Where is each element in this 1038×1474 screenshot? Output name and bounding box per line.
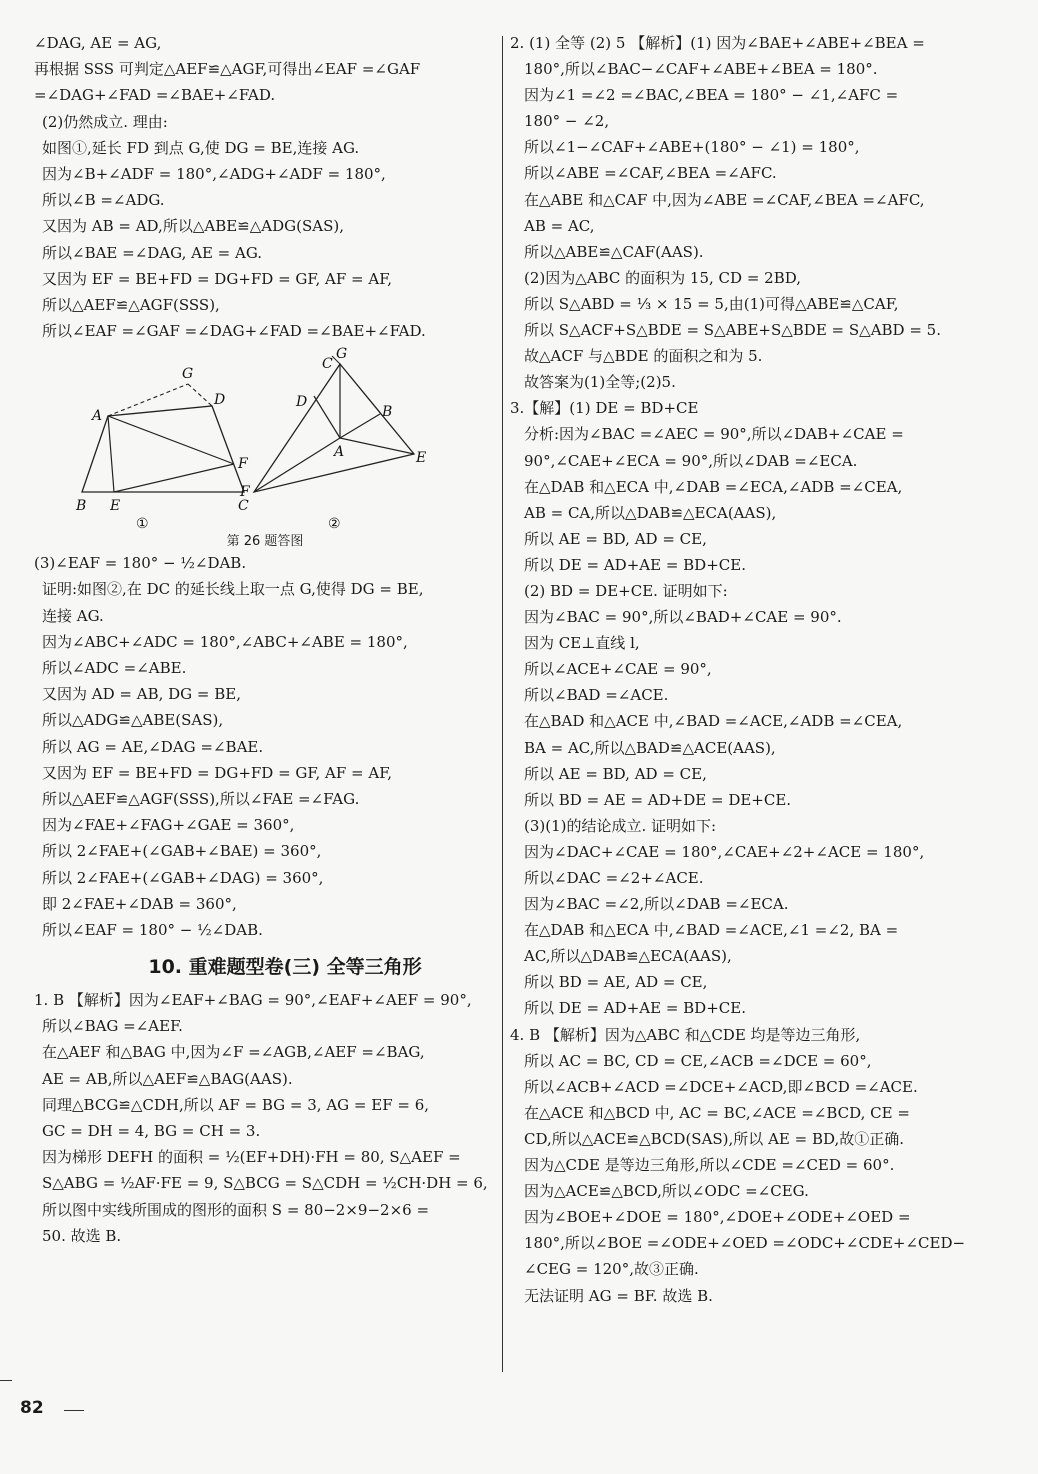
- text-line: 同理△BCG≌△CDH,所以 AF = BG = 3, AG = EF = 6,: [42, 1095, 430, 1114]
- fig1-label-f: F: [238, 456, 248, 473]
- fig2-label-g: G: [336, 346, 348, 363]
- text-line: 又因为 AD = AB, DG = BE,: [42, 685, 241, 704]
- text-line: 再根据 SSS 可判定△AEF≌△AGF,可得出∠EAF =∠GAF: [34, 60, 421, 79]
- text-line: 因为∠BOE+∠DOE = 180°,∠DOE+∠ODE+∠OED =: [524, 1208, 911, 1227]
- text-line: 所以∠ACB+∠ACD =∠DCE+∠ACD,即∠BCD =∠ACE.: [524, 1077, 918, 1096]
- text-line: 所以∠BAD =∠ACE.: [524, 686, 669, 705]
- figure-26: [34, 344, 496, 550]
- text-line: AB = AC,: [524, 216, 595, 235]
- text-line: 因为∠BAC =∠2,所以∠DAB =∠ECA.: [524, 895, 789, 914]
- text-line: 如图①,延长 FD 到点 G,使 DG = BE,连接 AG.: [42, 138, 360, 157]
- text-line: 180°,所以∠BAC−∠CAF+∠ABE+∠BEA = 180°.: [524, 60, 878, 79]
- text-line: 所以∠BAE =∠DAG, AE = AG.: [42, 243, 263, 262]
- fig1-number: ①: [136, 516, 149, 533]
- text-line: 在△ACE 和△BCD 中, AC = BC,∠ACE =∠BCD, CE =: [524, 1103, 910, 1122]
- text-line: (2)因为△ABC 的面积为 15, CD = 2BD,: [524, 268, 801, 287]
- text-line: 所以△AEF≌△AGF(SSS),: [42, 295, 220, 314]
- right-column-text: [510, 30, 1010, 1309]
- text-line: 所以 DE = AD+AE = BD+CE.: [524, 555, 746, 574]
- text-line: 在△DAB 和△ECA 中,∠BAD =∠ACE,∠1 =∠2, BA =: [524, 921, 899, 940]
- text-line: (2)仍然成立. 理由:: [42, 112, 168, 131]
- text-line: 所以∠DAC =∠2+∠ACE.: [524, 869, 704, 887]
- text-line: 又因为 AB = AD,所以△ABE≌△ADG(SAS),: [42, 217, 344, 236]
- fig1-label-d: D: [214, 392, 226, 409]
- figure-26-diagrams: [64, 344, 464, 534]
- fig2-number: ②: [328, 516, 341, 533]
- text-line: 所以 2∠FAE+(∠GAB+∠DAG) = 360°,: [42, 868, 324, 887]
- text-line: 所以 2∠FAE+(∠GAB+∠BAE) = 360°,: [42, 842, 322, 861]
- fig2-label-c: C: [322, 356, 333, 373]
- text-line: 所以△AEF≌△AGF(SSS),所以∠FAE =∠FAG.: [42, 789, 360, 808]
- text-line: 3.【解】(1) DE = BD+CE: [510, 399, 699, 418]
- figure-caption: 第 26 题答图: [226, 534, 304, 550]
- text-line: 因为∠DAC+∠CAE = 180°,∠CAE+∠2+∠ACE = 180°,: [524, 842, 925, 861]
- fig2-label-b: B: [382, 404, 393, 421]
- text-line: 所以∠BAG =∠AEF.: [42, 1017, 183, 1036]
- figure-2: [239, 346, 426, 532]
- text-line: 所以 AC = BC, CD = CE,∠ACB =∠DCE = 60°,: [524, 1051, 872, 1070]
- text-line: CD,所以△ACE≌△BCD(SAS),所以 AE = BD,故①正确.: [524, 1129, 905, 1148]
- text-line: 1. B 【解析】因为∠EAF+∠BAG = 90°,∠EAF+∠AEF = 90°,: [34, 991, 472, 1010]
- text-line: 所以∠1−∠CAF+∠ABE+(180° − ∠1) = 180°,: [524, 138, 860, 157]
- fig1-label-b: B: [76, 498, 87, 515]
- text-line: 因为∠1 =∠2 =∠BAC,∠BEA = 180° − ∠1,∠AFC =: [524, 86, 899, 105]
- page-number-rule: [64, 1410, 84, 1411]
- right-column: [510, 30, 1010, 1309]
- text-line: (3)∠EAF = 180° − ½∠DAB.: [34, 554, 247, 573]
- text-line: 证明:如图②,在 DC 的延长线上取一点 G,使得 DG = BE,: [42, 580, 424, 599]
- text-line: 所以 DE = AD+AE = BD+CE.: [524, 999, 746, 1018]
- text-line: 所以△ABE≌△CAF(AAS).: [524, 242, 704, 261]
- text-line: 在△BAD 和△ACE 中,∠BAD =∠ACE,∠ADB =∠CEA,: [524, 712, 903, 731]
- fig1-label-c: C: [238, 498, 249, 515]
- text-line: 因为∠B+∠ADF = 180°,∠ADG+∠ADF = 180°,: [42, 164, 386, 183]
- text-line: 所以 BD = AE, AD = CE,: [524, 973, 708, 992]
- text-line: 所以图中实线所围成的图形的面积 S = 80−2×9−2×6 =: [42, 1200, 430, 1219]
- figure-1: [75, 366, 249, 532]
- text-line: 在△ABE 和△CAF 中,因为∠ABE =∠CAF,∠BEA =∠AFC,: [524, 190, 925, 209]
- text-line: 又因为 EF = BE+FD = DG+FD = GF, AF = AF,: [42, 763, 393, 782]
- text-line: 所以△ADG≌△ABE(SAS),: [42, 711, 224, 730]
- text-line: 所以 BD = AE = AD+DE = DE+CE.: [524, 790, 792, 809]
- text-line: 180° − ∠2,: [524, 112, 610, 131]
- text-line: 所以∠ACE+∠CAE = 90°,: [524, 660, 712, 679]
- section-title: 10. 重难题型卷(三) 全等三角形: [148, 956, 422, 979]
- text-line: 所以∠ABE =∠CAF,∠BEA =∠AFC.: [524, 164, 777, 183]
- fig1-label-e: E: [110, 498, 121, 515]
- text-line: 所以 AE = BD, AD = CE,: [524, 764, 707, 783]
- page-number: 82: [20, 1398, 44, 1418]
- text-line: 因为∠ABC+∠ADC = 180°,∠ABC+∠ABE = 180°,: [42, 632, 408, 651]
- text-line: 所以 AG = AE,∠DAG =∠BAE.: [42, 737, 264, 756]
- text-line: 2. (1) 全等 (2) 5 【解析】(1) 因为∠BAE+∠ABE+∠BEA =: [510, 34, 925, 52]
- fig2-label-f: F: [240, 484, 250, 501]
- text-line: ∠DAG, AE = AG,: [34, 34, 162, 52]
- text-line: 无法证明 AG = BF. 故选 B.: [524, 1286, 713, 1305]
- text-line: 在△AEF 和△BAG 中,因为∠F =∠AGB,∠AEF =∠BAG,: [42, 1043, 425, 1062]
- text-line: 在△DAB 和△ECA 中,∠DAB =∠ECA,∠ADB =∠CEA,: [524, 477, 903, 496]
- text-line: 所以∠EAF =∠GAF =∠DAG+∠FAD =∠BAE+∠FAD.: [42, 322, 426, 341]
- text-line: 故答案为(1)全等;(2)5.: [524, 373, 676, 392]
- text-line: 所以 S△ABD = ⅓ × 15 = 5,由(1)可得△ABE≌△CAF,: [524, 294, 899, 313]
- fig2-label-e: E: [416, 450, 427, 467]
- text-line: 因为△CDE 是等边三角形,所以∠CDE =∠CED = 60°.: [524, 1156, 895, 1175]
- text-line: 90°,∠CAE+∠ECA = 90°,所以∠DAB =∠ECA.: [524, 451, 858, 470]
- text-line: 因为梯形 DEFH 的面积 = ½(EF+DH)·FH = 80, S△AEF =: [42, 1148, 461, 1167]
- text-line: AE = AB,所以△AEF≌△BAG(AAS).: [42, 1069, 293, 1088]
- text-line: 所以 S△ACF+S△BDE = S△ABE+S△BDE = S△ABD = 5.: [524, 321, 941, 340]
- text-line: (2) BD = DE+CE. 证明如下:: [524, 581, 728, 600]
- text-line: (3)(1)的结论成立. 证明如下:: [524, 816, 717, 835]
- fig2-label-a: A: [334, 444, 345, 461]
- text-line: =∠DAG+∠FAD =∠BAE+∠FAD.: [34, 86, 276, 105]
- margin-mark: [0, 1380, 12, 1381]
- text-line: 连接 AG.: [42, 606, 104, 625]
- text-line: BA = AC,所以△BAD≌△ACE(AAS),: [524, 738, 776, 757]
- text-line: S△ABG = ½AF·FE = 9, S△BCG = S△CDH = ½CH·DH = 6,: [42, 1174, 488, 1193]
- text-line: 所以 AE = BD, AD = CE,: [524, 529, 707, 548]
- text-line: 即 2∠FAE+∠DAB = 360°,: [42, 894, 237, 913]
- column-divider: [502, 36, 503, 1372]
- text-line: 因为△ACE≌△BCD,所以∠ODC =∠CEG.: [524, 1182, 809, 1201]
- text-line: 所以∠EAF = 180° − ½∠DAB.: [42, 920, 263, 939]
- text-line: 4. B 【解析】因为△ABC 和△CDE 均是等边三角形,: [510, 1025, 861, 1044]
- fig1-label-a: A: [92, 408, 103, 425]
- text-line: 所以∠ADC =∠ABE.: [42, 659, 187, 677]
- fig2-label-d: D: [296, 394, 308, 411]
- left-bottom-text: [34, 550, 496, 943]
- text-line: 分析:因为∠BAC =∠AEC = 90°,所以∠DAB+∠CAE =: [524, 425, 904, 444]
- text-line: AC,所以△DAB≌△ECA(AAS),: [524, 947, 732, 966]
- left-column: [34, 30, 496, 1249]
- text-line: ∠CEG = 120°,故③正确.: [524, 1260, 699, 1279]
- left-top-text: [34, 30, 496, 344]
- text-line: GC = DH = 4, BG = CH = 3.: [42, 1122, 261, 1140]
- question-1-solution: [34, 987, 496, 1249]
- fig1-label-g: G: [182, 366, 194, 383]
- text-line: 所以∠B =∠ADG.: [42, 191, 165, 210]
- text-line: 因为∠BAC = 90°,所以∠BAD+∠CAE = 90°.: [524, 608, 842, 627]
- text-line: 又因为 EF = BE+FD = DG+FD = GF, AF = AF,: [42, 269, 393, 288]
- text-line: 50. 故选 B.: [42, 1226, 122, 1245]
- text-line: 故△ACF 与△BDE 的面积之和为 5.: [524, 347, 763, 366]
- text-line: 因为∠FAE+∠FAG+∠GAE = 360°,: [42, 816, 295, 835]
- text-line: 180°,所以∠BOE =∠ODE+∠OED =∠ODC+∠CDE+∠CED−: [524, 1234, 966, 1253]
- text-line: AB = CA,所以△DAB≌△ECA(AAS),: [524, 503, 777, 522]
- text-line: 因为 CE⊥直线 l,: [524, 634, 640, 653]
